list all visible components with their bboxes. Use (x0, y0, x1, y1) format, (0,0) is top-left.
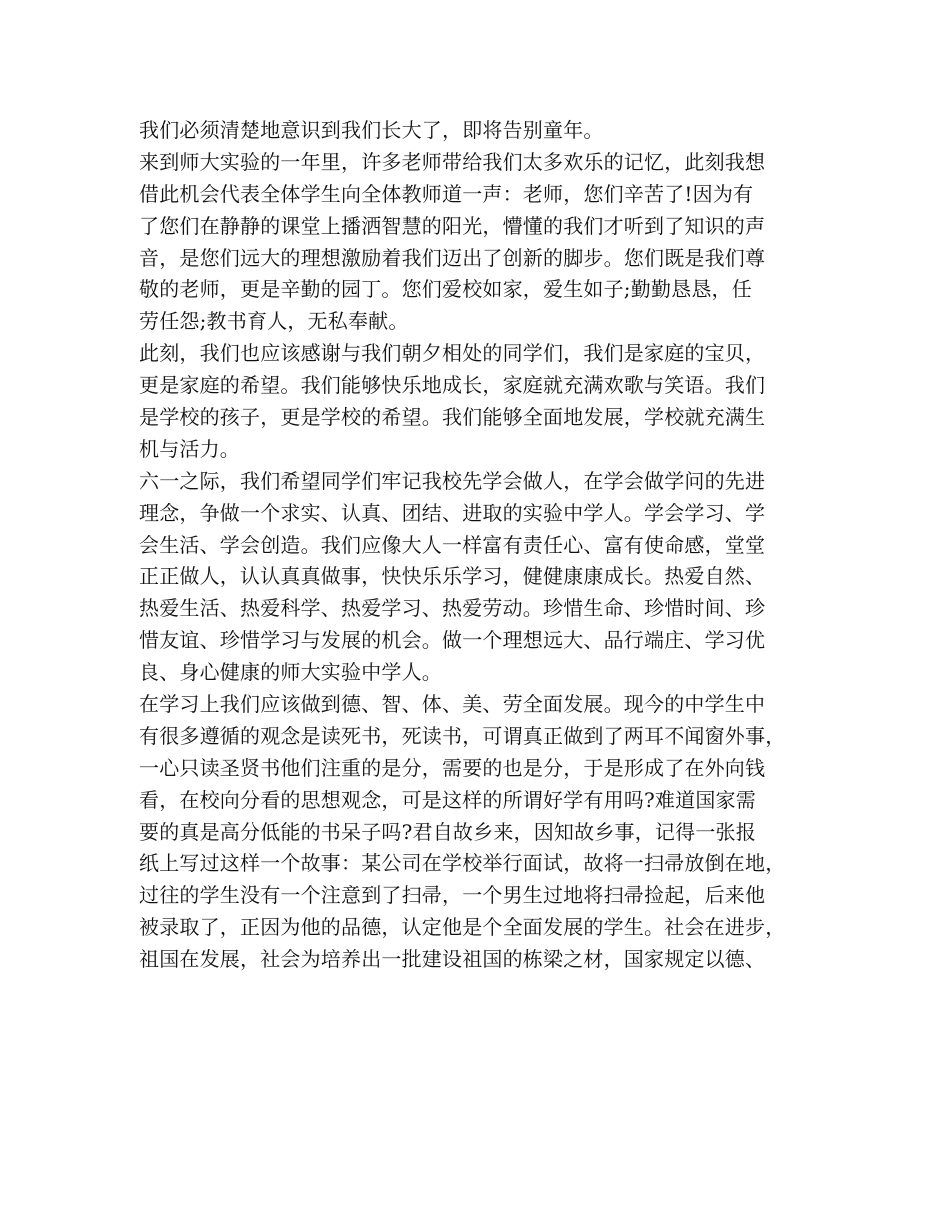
text-line: 来到师大实验的一年里，许多老师带给我们太多欢乐的记忆，此刻我想 (139, 149, 766, 174)
text-line: 祖国在发展，社会为培养出一批建设祖国的栋梁之材，国家规定以德、 (139, 947, 766, 972)
text-line: 敬的老师，更是辛勤的园丁。您们爱校如家，爱生如子;勤勤恳恳，任 (139, 277, 752, 302)
text-line: 机与活力。 (139, 436, 240, 461)
text-line: 热爱生活、热爱科学、热爱学习、热爱劳动。珍惜生命、珍惜时间、珍 (139, 596, 766, 621)
text-line: 音，是您们远大的理想激励着我们迈出了创新的脚步。您们既是我们尊 (139, 245, 766, 270)
text-line: 我们必须清楚地意识到我们长大了，即将告别童年。 (139, 118, 604, 142)
text-line: 惜友谊、珍惜学习与发展的机会。做一个理想远大、品行端庄、学习优 (139, 628, 766, 653)
text-line: 被录取了，正因为他的品德，认定他是个全面发展的学生。社会在进步， (139, 915, 786, 940)
text-line: 了您们在静静的课堂上播洒智慧的阳光，懵懂的我们才听到了知识的声 (139, 213, 766, 238)
text-line: 看，在校向分看的思想观念，可是这样的所谓好学有用吗?难道国家需 (139, 787, 756, 812)
text-line: 劳任怨;教书育人，无私奉献。 (139, 309, 409, 334)
text-line: 更是家庭的希望。我们能够快乐地成长，家庭就充满欢歌与笑语。我们 (139, 373, 766, 398)
text-line: 过往的学生没有一个注意到了扫帚，一个男生过地将扫帚捡起，后来他 (139, 883, 766, 908)
text-line: 良、身心健康的师大实验中学人。 (139, 660, 442, 685)
text-line: 要的真是高分低能的书呆子吗?君自故乡来，因知故乡事，记得一张报 (139, 819, 756, 844)
text-line: 在学习上我们应该做到德、智、体、美、劳全面发展。现今的中学生中 (139, 692, 766, 717)
text-line: 是学校的孩子，更是学校的希望。我们能够全面地发展，学校就充满生 (139, 405, 766, 430)
text-line: 纸上写过这样一个故事：某公司在学校举行面试，故将一扫帚放倒在地， (139, 851, 786, 876)
text-line: 一心只读圣贤书他们注重的是分，需要的也是分，于是形成了在外向钱 (139, 755, 766, 780)
text-line: 借此机会代表全体学生向全体教师道一声：老师，您们辛苦了!因为有 (139, 181, 754, 206)
text-line: 此刻，我们也应该感谢与我们朝夕相处的同学们，我们是家庭的宝贝， (139, 341, 766, 366)
text-line: 理念，争做一个求实、认真、团结、进取的实验中学人。学会学习、学 (139, 500, 766, 525)
text-line: 有很多遵循的观念是读死书，死读书，可谓真正做到了两耳不闻窗外事， (139, 723, 786, 748)
document-body (139, 115, 829, 976)
text-line: 正正做人，认认真真做事，快快乐乐学习，健健康康成长。热爱自然、 (139, 564, 766, 589)
text-line: 会生活、学会创造。我们应像大人一样富有责任心、富有使命感，堂堂 (139, 532, 766, 557)
text-line: 六一之际，我们希望同学们牢记我校先学会做人，在学会做学问的先进 (139, 468, 766, 493)
